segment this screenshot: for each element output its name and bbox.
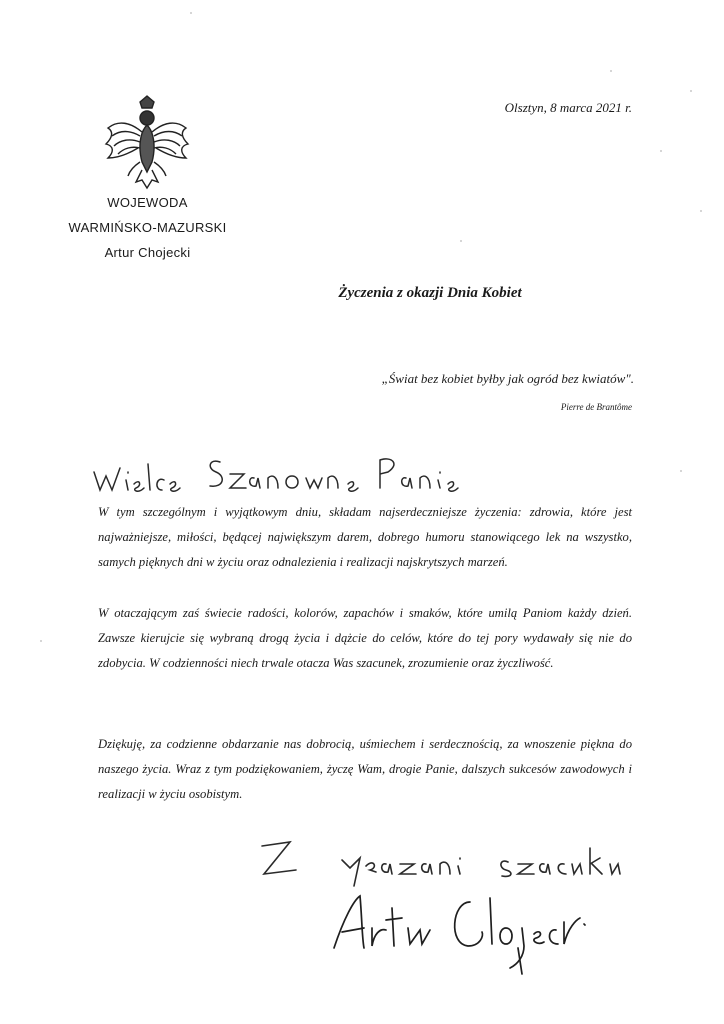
office-region: WARMIŃSKO-MAZURSKI	[68, 220, 227, 235]
office-block	[40, 190, 255, 265]
letter-title: Życzenia z okazji Dnia Kobiet	[338, 285, 522, 301]
scan-speck	[660, 150, 662, 152]
scan-speck	[460, 240, 462, 242]
office-holder-name: Artur Chojecki	[104, 245, 191, 260]
office-title: WOJEWODA	[107, 195, 188, 210]
paragraph-2: W otaczającym zaś świecie radości, kolorów, zapachów i smaków, które umilą Paniom każdy dzień. Zawsze kierujcie się wybraną drogą życia i dążcie do celów, które do tej pory wydawały się nie do zdobycia. W codzienności niech trwale otacza Was szacunek, zrozumienie oraz życzliwość.	[98, 606, 632, 670]
scan-speck	[690, 90, 692, 92]
scan-speck	[190, 12, 192, 14]
scan-speck	[40, 640, 42, 642]
handwritten-greeting	[88, 450, 488, 506]
place-date: Olsztyn, 8 marca 2021 r.	[504, 100, 632, 115]
eagle-emblem-icon	[100, 92, 194, 192]
quote-author: Pierre de Brantôme	[560, 402, 632, 412]
scan-speck	[610, 70, 612, 72]
handwritten-signature	[330, 888, 590, 978]
scan-speck	[700, 210, 702, 212]
paragraph-1: W tym szczególnym i wyjątkowym dniu, składam najserdeczniejsze życzenia: zdrowia, które jest najważniejsze, miłości, będącej największym darem, dobrego humoru stanowiącego lek na wszystko, samych pięknych dni w życiu oraz odnalezienia i realizacji najskrytszych marzeń.	[98, 505, 632, 569]
scan-speck	[680, 470, 682, 472]
handwritten-closing	[250, 834, 650, 894]
quote-text: „Świat bez kobiet byłby jak ogród bez kwiatów".	[381, 371, 634, 386]
paragraph-3: Dziękuję, za codzienne obdarzanie nas dobrocią, uśmiechem i serdecznością, za wnoszenie piękna do naszego życia. Wraz z tym podziękowaniem, życzę Wam, drogie Panie, dalszych sukcesów zawodowych i realizacji w życiu osobistym.	[98, 737, 632, 801]
